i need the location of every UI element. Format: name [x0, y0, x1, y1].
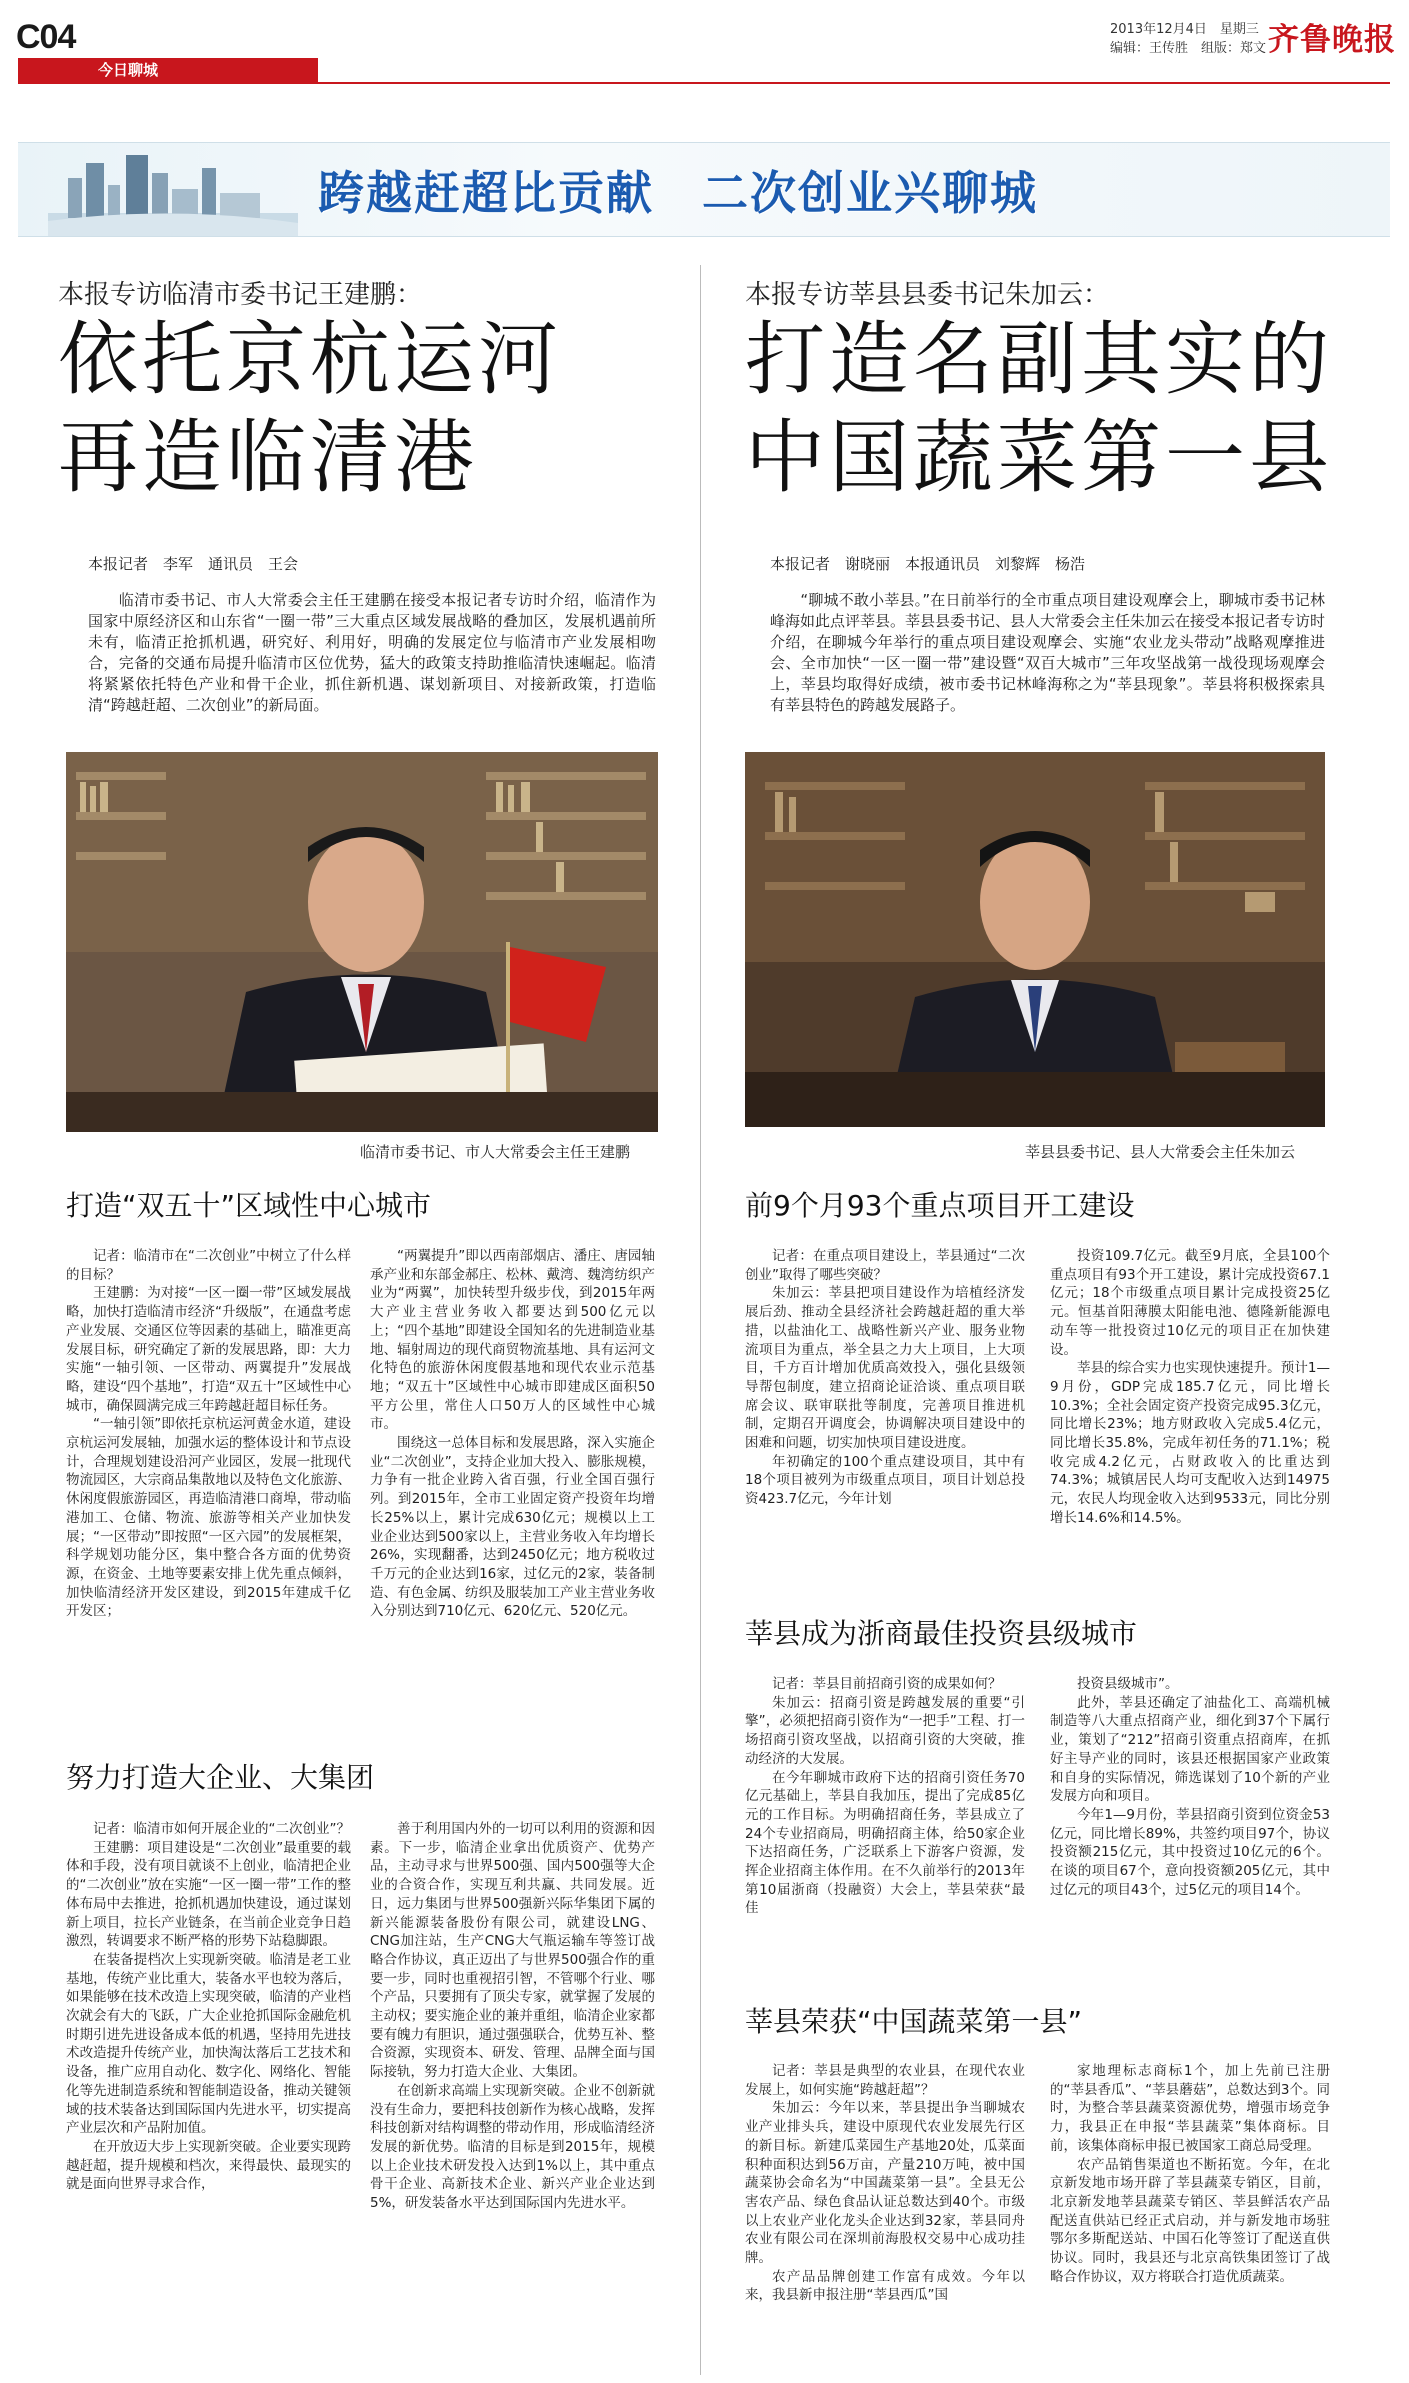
paragraph: 朱加云：今年以来，莘县提出争当聊城农业产业排头兵，建设中原现代农业发展先行区的新目标。新建瓜菜园生产基地20处，瓜菜面积种面积达到56万亩，产量210万吨，被中国蔬菜协会命名为“中国蔬菜第一县”。全县无公害农产品、绿色食品认证总数达到40个。市级以上农业产业化龙头企业达到32家，莘县同舟农业有限公司在深圳前海股权交易中心成功挂牌。 — [745, 2100, 1025, 2267]
paragraph: 记者：莘县是典型的农业县，在现代农业发展上，如何实施“跨越赶超”？ — [745, 2063, 1025, 2098]
left-photo-caption: 临清市委书记、市人大常委会主任王建鹏 — [360, 1143, 631, 1161]
paragraph: 围绕这一总体目标和发展思路，深入实施企业“二次创业”，支持企业加大投入、膨胀规模，力争有一批企业跨入省百强，行业全国百强行列。到2015年，全市工业固定资产投资年均增长25%以上，累计完成630亿元；规模以上工业企业达到500家以上，主营业务收入年均增长26%，实现翻番，达到2450亿元；地方税收过千万元的企业达到16家，过亿元的2家，装备制造、有色金属、纺织及服装加工产业主营业务收入分别达到710亿元、620亿元、520亿元。 — [370, 1435, 655, 1620]
left-section1-col1 — [66, 1247, 351, 1717]
right-portrait-photo — [745, 752, 1325, 1127]
left-headline-line2: 再造临清港 — [58, 411, 478, 504]
right-section2-col2 — [1050, 1675, 1330, 1975]
date-line: 2013年12月4日 星期三 — [1110, 22, 1259, 37]
right-section2-title: 莘县成为浙商最佳投资县级城市 — [745, 1617, 1138, 1650]
paragraph: 此外，莘县还确定了油盐化工、高端机械制造等八大重点招商产业，细化到37个下属行业，策划了“212”招商引资重点招商库，在抓好主导产业的同时，该县还根据国家产业政策和自身的实际情况，筛选谋划了10个新的产业发展方向和项目。 — [1050, 1694, 1330, 1805]
left-kicker: 本报专访临清市委书记王建鹏： — [58, 280, 423, 310]
right-headline-line2: 中国蔬菜第一县 — [745, 411, 1333, 504]
right-section3-col1 — [745, 2062, 1025, 2375]
left-lead: 临清市委书记、市人大常委会主任王建鹏在接受本报记者专访时介绍，临清作为国家中原经济区和山东省“一圈一带”三大重点区域发展战略的叠加区，发展机遇前所未有，临清正抢抓机遇，研究好、利用好，明确的发展定位与临清市产业发展相吻合，完备的交通布局提升临清市区位优势，猛大的政策支持助推临清快速崛起。临清将紧紧依托特色产业和骨干企业，抓住新机遇、谋划新项目、对接新政策，打造临清“跨越赶超、二次创业”的新局面。 — [88, 591, 656, 714]
paragraph: 在今年聊城市政府下达的招商引资任务70亿元基础上，莘县自我加压，提出了完成85亿元的工作目标。为明确招商任务，莘县成立了24个专业招商局，明确招商主体，给50家企业下达招商任务，广泛联系上下游客户资源，发挥企业招商主体作用。在不久前举行的2013年第10届浙商（投融资）大会上，莘县荣获“最佳 — [745, 1769, 1025, 1917]
left-section2-col2 — [370, 1820, 655, 2375]
right-section1-title: 前9个月93个重点项目开工建设 — [745, 1189, 1135, 1222]
left-byline: 本报记者 李军 通讯员 王会 — [88, 555, 299, 573]
right-section1-col2 — [1050, 1247, 1330, 1582]
theme-banner — [18, 142, 1390, 237]
paragraph: 农产品品牌创建工作富有成效。今年以来，我县新申报注册“莘县西瓜”国 — [745, 2268, 1025, 2304]
left-section1-title: 打造“双五十”区域性中心城市 — [66, 1189, 432, 1222]
left-portrait-photo — [66, 752, 658, 1132]
paragraph: “一轴引领”即依托京杭运河黄金水道，建设京杭运河发展轴，加强水运的整体设计和节点设计，合理规划建设沿河产业园区，发展一批现代物流园区，大宗商品集散地以及特色文化旅游、休闲度假旅游园区，再造临清港口商埠，带动临港加工、仓储、物流、旅游等相关产业加快发展；“一区带动”即按照“一区六园”的发展框架，科学规划功能分区，集中整合各方面的优势资源，在资金、土地等要素安排上优先重点倾斜，加快临清经济开发区建设，到2015年建成千亿开发区； — [66, 1416, 351, 1620]
paragraph: 记者：临清市在“二次创业”中树立了什么样的目标？ — [66, 1248, 351, 1283]
left-section1-col2 — [370, 1247, 655, 1717]
paragraph: 朱加云：招商引资是跨越发展的重要“引擎”，必须把招商引资作为“一把手”工程、打一场招商引资攻坚战，以招商引资的大突破，推动经济的大发展。 — [745, 1694, 1025, 1767]
city-skyline-image — [48, 143, 298, 236]
right-section2-col1 — [745, 1675, 1025, 1975]
right-photo-caption: 莘县县委书记、县人大常委会主任朱加云 — [1025, 1143, 1296, 1161]
left-section2-col1 — [66, 1820, 351, 2375]
paragraph: 王建鹏：为对接“一区一圈一带”区域发展战略，加快打造临清市经济“升级版”，在通盘考虑产业发展、交通区位等因素的基础上，瞄准更高发展目标，研究确定了新的发展思路，即：大力实施“一轴引领、一区带动、两翼提升”发展战略，建设“四个基地”，打造“双五十”区域性中心城市，确保圆满完成三年跨越赶超目标任务。 — [66, 1285, 351, 1414]
paragraph: 朱加云：莘县把项目建设作为培植经济发展后劲、推动全县经济社会跨越赶超的重大举措，以盐油化工、战略性新兴产业、服务业物流项目为重点，举全县之力大上项目，上大项目，千方百计增加优质高效投入，强化县级领导帮包制度，建立招商论证洽谈、重点项目联席会议、联审联批等制度，完善项目推进机制，定期召开调度会，协调解决项目建设中的困难和问题，切实加快项目建设进度。 — [745, 1285, 1025, 1452]
paragraph: 投资109.7亿元。截至9月底，全县100个重点项目有93个开工建设，累计完成投资67.1亿元；18个市级重点项目累计完成投资25亿元。恒基首阳薄膜太阳能电池、德隆新能源电动车等一批投资过10亿元的项目正在加快建设。 — [1050, 1248, 1330, 1358]
newspaper-logo: 齐鲁晚报 — [1268, 22, 1396, 58]
paragraph: 今年1—9月份，莘县招商引资到位资金53亿元，同比增长89%，共签约项目97个，协议投资额215亿元，其中投资过10亿元的6个。在谈的项目67个，意向投资额205亿元，其中过亿元的项目43个，过5亿元的项目14个。 — [1050, 1806, 1330, 1898]
right-section3-col2 — [1050, 2062, 1330, 2375]
paragraph: 年初确定的100个重点建设项目，其中有18个项目被列为市级重点项目，项目计划总投资423.7亿元，今年计划 — [745, 1453, 1025, 1508]
paragraph: 王建鹏：项目建设是“二次创业”最重要的载体和手段，没有项目就谈不上创业，临清把企业的“二次创业”放在实施“一区一圈一带”工作的整体布局中去推进，抢抓机遇加快建设，通过谋划新上项目，拉长产业链条，在当前企业竞争日趋激烈，转调要求不断严格的形势下站稳脚跟。 — [66, 1839, 351, 1950]
right-lead: “聊城不敢小莘县。”在日前举行的全市重点项目建设观摩会上，聊城市委书记林峰海如此点评莘县。莘县县委书记、县人大常委会主任朱加云在接受本报记者专访时介绍，在聊城今年举行的重点项目建设观摩会、实施“农业龙头带动”战略观摩推进会、全市加快“一区一圈一带”建设暨“双百大城市”三年攻坚战第一战役现场观摩会上，莘县均取得好成绩，被市委书记林峰海称之为“莘县现象”。莘县将积极探索具有莘县特色的跨越发展路子。 — [770, 591, 1326, 714]
paragraph: “两翼提升”即以西南部烟店、潘庄、唐园轴承产业和东部金郝庄、松林、戴湾、魏湾纺织产业为“两翼”，加快转型升级步伐，到2015年两大产业主营业务收入都要达到500亿元以上；“四个基地”即建设全国知名的先进制造业基地、辐射周边的现代商贸物流基地、具有运河文化特色的旅游休闲度假基地和现代农业示范基地；“双五十”区域性中心城市即建成区面积50平方公里，常住人口50万人的区域性中心城市。 — [370, 1248, 655, 1433]
left-portrait-illustration — [66, 752, 658, 1132]
left-section2-title: 努力打造大企业、大集团 — [66, 1761, 375, 1794]
page-number: C04 — [16, 18, 76, 56]
right-portrait-illustration — [745, 752, 1325, 1127]
right-section1-col1 — [745, 1247, 1025, 1582]
paragraph: 在装备提档次上实现新突破。临清是老工业基地，传统产业比重大，装备水平也较为落后，如果能够在技术改造上实现突破，临清的产业档次就会有大的飞跃，广大企业抢抓国际金融危机时期引进先进设备成本低的机遇，坚持用先进技术改造提升传统产业，加快淘汰落后工艺技术和设备，推广应用自动化、数字化、网络化、智能化等先进制造系统和智能制造设备，推动关键领域的技术装备达到国际国内先进水平，切实提高产业层次和产品附加值。 — [66, 1951, 351, 2137]
banner-title: 跨越赶超比贡献 二次创业兴聊城 — [318, 166, 1038, 220]
editor-line: 编辑：王传胜 组版：郑文 — [1110, 41, 1267, 56]
paragraph: 在创新求高端上实现新突破。企业不创新就没有生命力，要把科技创新作为核心战略，发挥科技创新对结构调整的带动作用，形成临清经济发展的新优势。临清的目标是到2015年，规模以上企业技术研发投入达到1%以上，其中重点骨干企业、高新技术企业、新兴产业企业达到5%，研发装备水平达到国际国内先进水平。 — [370, 2082, 655, 2212]
paragraph: 记者：莘县目前招商引资的成果如何？ — [772, 1676, 1002, 1692]
right-section3-title: 莘县荣获“中国蔬菜第一县” — [745, 2005, 1083, 2038]
right-headline-line1: 打造名副其实的 — [745, 313, 1333, 406]
section-tab: 今日聊城 — [18, 58, 318, 82]
right-byline: 本报记者 谢晓丽 本报通讯员 刘黎辉 杨浩 — [770, 555, 1086, 573]
header-rule — [18, 82, 1390, 84]
paragraph: 莘县的综合实力也实现快速提升。预计1—9月份，GDP完成185.7亿元，同比增长10.3%；全社会固定资产投资完成95.3亿元，同比增长23%；地方财政收入完成5.4亿元，同比增长35.8%，完成年初任务的71.1%；税收完成4.2亿元，占财政收入的比重达到74.3%；城镇居民人均可支配收入达到14975元，农民人均现金收入达到9533元，同比分别增长14.6%和14.5%。 — [1050, 1360, 1330, 1526]
header-info — [1110, 20, 1266, 58]
column-divider — [700, 265, 701, 2375]
paragraph: 农产品销售渠道也不断拓宽。今年，在北京新发地市场开辟了莘县蔬菜专销区，目前，北京新发地莘县蔬菜专销区、莘县鲜活农产品配送直供站已经正式启动，并与新发地市场驻鄂尔多斯配送站、中国石化等签订了配送直供协议。同时，我县还与北京高铁集团签订了战略合作协议，双方将联合打造优质蔬菜。 — [1050, 2156, 1330, 2285]
paragraph: 家地理标志商标1个，加上先前已注册的“莘县香瓜”、“莘县蘑菇”，总数达到3个。同时，为整合莘县蔬菜资源优势，增强市场竞争力，我县正在申报“莘县蔬菜”集体商标。目前，该集体商标申报已被国家工商总局受理。 — [1050, 2063, 1330, 2154]
paragraph: 记者：临清市如何开展企业的“二次创业”？ — [93, 1821, 350, 1837]
left-headline-line1: 依托京杭运河 — [58, 313, 562, 406]
paragraph: 投资县级城市”。 — [1077, 1676, 1179, 1692]
paragraph: 善于利用国内外的一切可以利用的资源和因素。下一步，临清企业拿出优质资产、优势产品，主动寻求与世界500强、国内500强等大企业的合资合作，实现互利共赢、共同发展。近日，远力集团与世界500强新兴际华集团下属的新兴能源装备股份有限公司，就建设LNG、CNG加注站，生产CNG大气瓶运输车等签订战略合作协议，真正迈出了与世界500强合作的重要一步，同时也重视招引智，不管哪个行业、哪个产品，只要拥有了顶尖专家，就掌握了发展的主动权；要实施企业的兼并重组，临清企业家都要有魄力有胆识，通过强强联合，优势互补、整合资源，实现资本、研发、管理、品牌全面与国际接轨，努力打造大企业、大集团。 — [370, 1821, 655, 2081]
paragraph: 在开放迈大步上实现新突破。企业要实现跨越赶超，提升规模和档次，来得最快、最现实的就是面向世界寻求合作， — [66, 2138, 351, 2193]
right-kicker: 本报专访莘县县委书记朱加云： — [745, 280, 1110, 310]
paragraph: 记者：在重点项目建设上，莘县通过“二次创业”取得了哪些突破？ — [745, 1248, 1025, 1283]
